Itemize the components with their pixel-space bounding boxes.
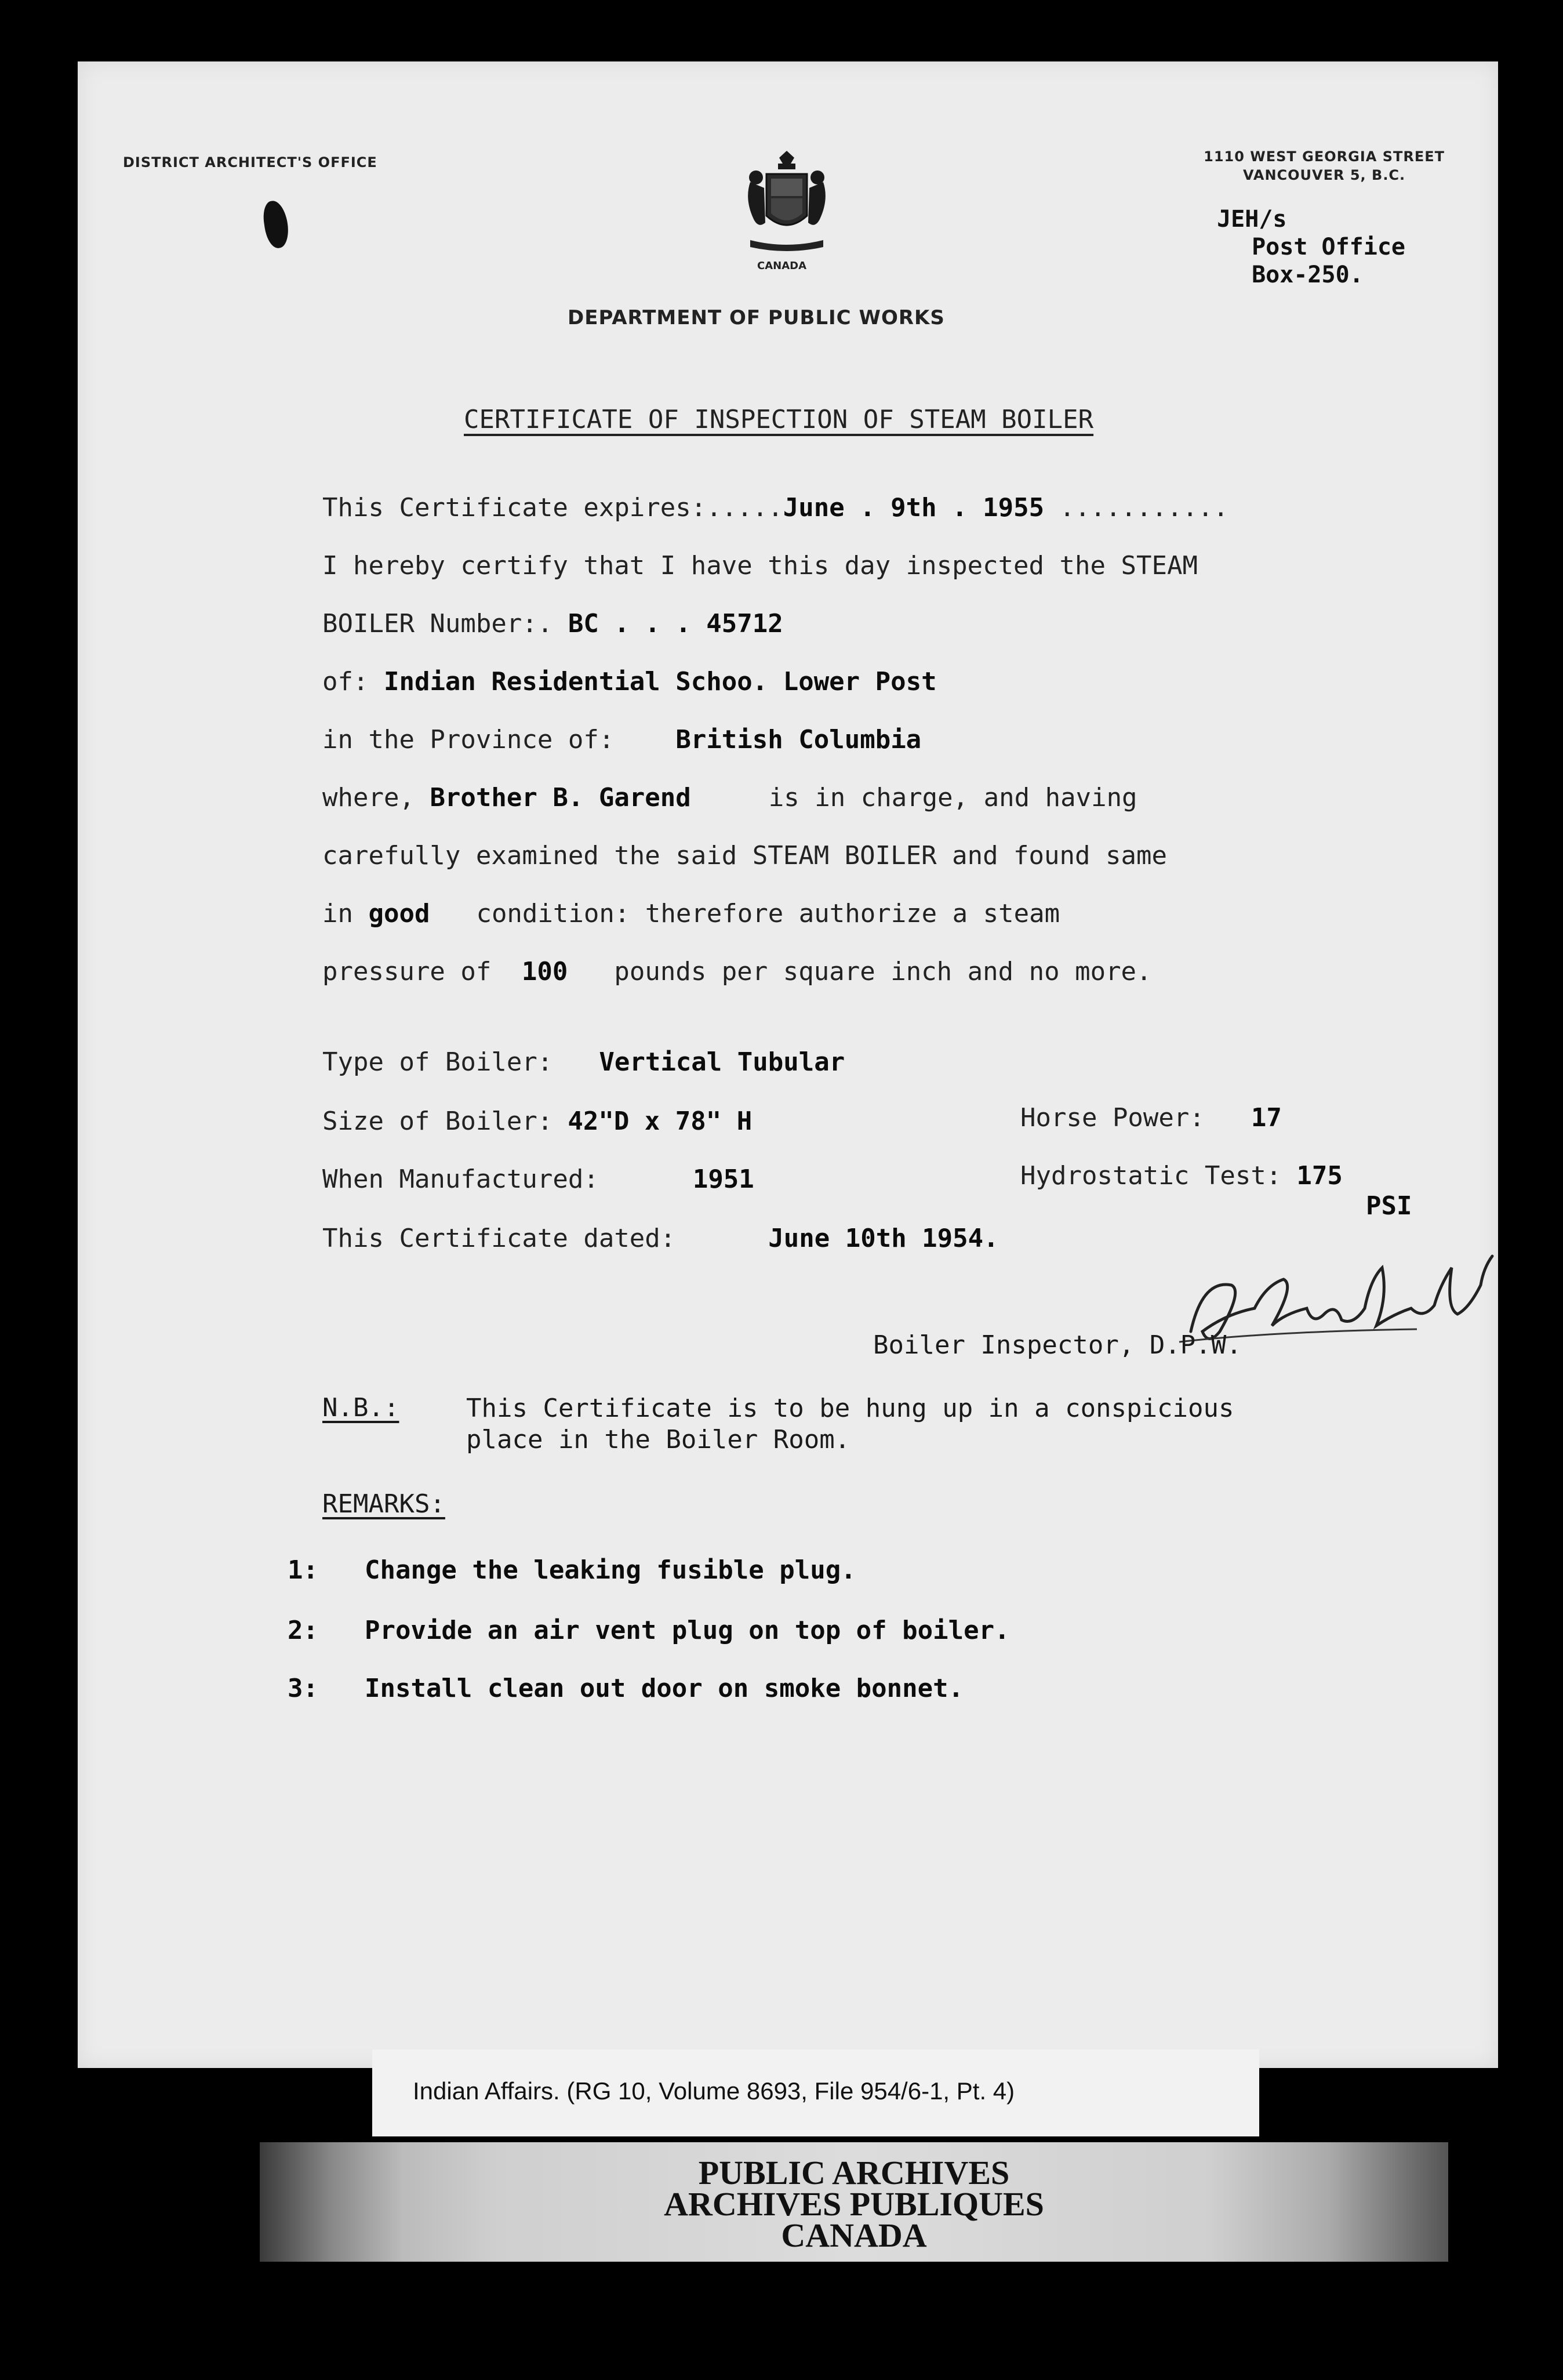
condition-line — [322, 899, 1060, 928]
file-reference — [1217, 205, 1405, 289]
condition-label: in — [322, 899, 369, 928]
remark-item — [288, 1555, 856, 1585]
file-reference-initials: JEH/s — [1217, 206, 1287, 233]
file-reference-post-office: Post Office — [1252, 234, 1405, 260]
department-heading: DEPARTMENT OF PUBLIC WORKS — [568, 306, 945, 329]
remark-text: Install clean out door on smoke bonnet. — [364, 1674, 964, 1703]
hydrostatic-unit: PSI — [1366, 1191, 1412, 1221]
pressure-value: 100 — [521, 957, 568, 986]
boiler-number-label: BOILER Number:. — [322, 609, 568, 638]
boiler-type-label: Type of Boiler: — [322, 1047, 553, 1077]
pressure-line — [322, 957, 1152, 986]
remarks-label: REMARKS: — [322, 1489, 445, 1519]
remark-text: Change the leaking fusible plug. — [364, 1555, 856, 1585]
of-line — [322, 667, 937, 696]
crest-caption: CANADA — [757, 260, 807, 272]
condition-trail: condition: therefore authorize a steam — [476, 899, 1060, 928]
remark-text: Provide an air vent plug on top of boiler. — [364, 1616, 1010, 1645]
archives-stamp — [260, 2142, 1448, 2262]
manufactured-line — [322, 1164, 754, 1194]
file-reference-box: Box-250. — [1252, 262, 1364, 288]
letterhead-address — [1204, 147, 1445, 184]
dated-label: This Certificate dated: — [322, 1224, 676, 1253]
remark-item — [288, 1674, 964, 1703]
inspector-title: Boiler Inspector, D.P.W. — [873, 1330, 1242, 1360]
remark-number: 3: — [288, 1674, 318, 1703]
nb-text — [466, 1393, 1234, 1456]
expires-line — [322, 493, 1228, 523]
of-label: of: — [322, 667, 384, 696]
nb-line-1: This Certificate is to be hung up in a conspicious — [466, 1394, 1234, 1423]
ink-blot-mark — [261, 199, 290, 250]
boiler-size-value: 42"D x 78" H — [568, 1106, 753, 1136]
expires-trail: ........... — [1044, 493, 1228, 523]
address-line-1: 1110 WEST GEORGIA STREET — [1204, 148, 1445, 165]
province-value: British Columbia — [675, 725, 922, 754]
expires-label: This Certificate expires:..... — [322, 493, 783, 523]
horse-power-label: Horse Power: — [1020, 1103, 1205, 1133]
remark-number: 2: — [288, 1616, 318, 1645]
examined-line: carefully examined the said STEAM BOILER and found same — [322, 841, 1167, 870]
boiler-type-value: Vertical Tubular — [599, 1047, 845, 1077]
certificate-title: CERTIFICATE OF INSPECTION OF STEAM BOILER — [464, 405, 1094, 434]
of-value: Indian Residential Schoo. Lower Post — [383, 667, 937, 696]
horse-power-line — [1020, 1103, 1282, 1133]
boiler-type-line — [322, 1047, 845, 1077]
hydrostatic-label: Hydrostatic Test: — [1020, 1161, 1282, 1191]
hydrostatic-value: 175 — [1296, 1161, 1343, 1191]
archives-stamp-line-3: CANADA — [781, 2216, 927, 2254]
archive-reference-text: Indian Affairs. (RG 10, Volume 8693, File 954/6-1, Pt. 4) — [413, 2077, 1015, 2105]
province-label: in the Province of: — [322, 725, 615, 754]
where-label: where, — [322, 783, 430, 812]
archives-stamp-text — [260, 2154, 1448, 2254]
condition-value: good — [368, 899, 430, 928]
nb-line-2: place in the Boiler Room. — [466, 1425, 850, 1454]
certificate-sheet — [78, 61, 1498, 2068]
boiler-size-line — [322, 1106, 752, 1136]
manufactured-label: When Manufactured: — [322, 1164, 599, 1194]
archives-stamp-line-1: PUBLIC ARCHIVES — [698, 2154, 1010, 2192]
expires-value: June . 9th . 1955 — [783, 493, 1045, 523]
manufactured-value: 1951 — [692, 1164, 754, 1194]
certify-line: I hereby certify that I have this day inspected the STEAM — [322, 551, 1198, 581]
where-value: Brother B. Garend — [430, 783, 691, 812]
office-heading: DISTRICT ARCHITECT'S OFFICE — [123, 154, 377, 170]
province-line — [322, 725, 921, 754]
canada-coat-of-arms-icon — [739, 147, 835, 255]
remark-number: 1: — [288, 1555, 318, 1585]
hydrostatic-line — [1020, 1161, 1343, 1191]
remark-item — [288, 1616, 1010, 1645]
where-line — [322, 783, 1137, 812]
dated-line — [322, 1224, 999, 1253]
boiler-number-line — [322, 609, 783, 638]
pressure-trail: pounds per square inch and no more. — [614, 957, 1152, 986]
dated-value: June 10th 1954. — [768, 1224, 999, 1253]
archive-reference-label — [372, 2049, 1259, 2136]
where-trail: is in charge, and having — [768, 783, 1137, 812]
boiler-number-value: BC . . . 45712 — [568, 609, 783, 638]
address-line-2: VANCOUVER 5, B.C. — [1242, 167, 1406, 183]
boiler-size-label: Size of Boiler: — [322, 1106, 553, 1136]
archives-stamp-line-2: ARCHIVES PUBLIQUES — [664, 2185, 1044, 2223]
nb-label: N.B.: — [322, 1393, 399, 1423]
horse-power-value: 17 — [1251, 1103, 1282, 1133]
pressure-label: pressure of — [322, 957, 507, 986]
